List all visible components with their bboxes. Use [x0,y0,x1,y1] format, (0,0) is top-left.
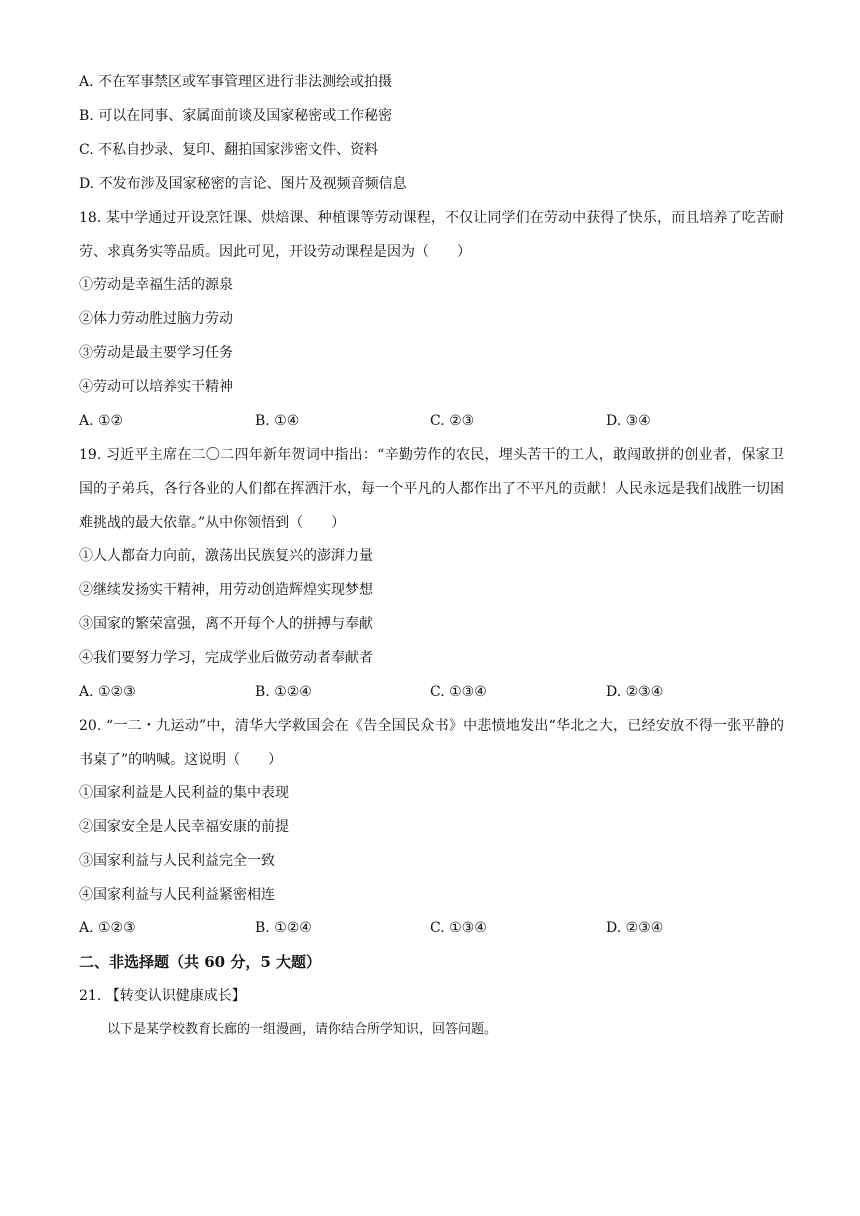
q18-option-d: D. ③④ [606,413,651,429]
q19-item-4: ④我们要努力学习，完成学业后做劳动者奉献者 [79,650,373,666]
q18-option-b: B. ①④ [255,413,300,429]
q20-item-4: ④国家利益与人民利益紧密相连 [79,887,275,903]
q19-item-3: ③国家的繁荣富强，离不开每个人的拼搏与奉献 [79,616,373,632]
q19-option-b: B. ①②④ [255,684,312,700]
q19-stem: 19. 习近平主席在二〇二四年新年贺词中指出：“辛勤劳作的农民，埋头苦干的工人，敢闯敢拼的创业者，保家卫国的子弟兵，各行各业的人们都在挥洒汗水，每一个平凡的人都作出了不平凡的贡献！人民永远是我们战胜一切困难挑战的最大依靠。”从中你领悟到（ ） [79,447,784,531]
q20-option-d: D. ②③④ [606,920,664,936]
q19-option-a: A. ①②③ [79,684,136,700]
q20-stem: 20. “一二・九运动”中，清华大学救国会在《告全国民众书》中悲愤地发出“华北之大，已经安放不得一张平静的书桌了”的呐喊。这说明（ ） [79,718,784,768]
q18-stem: 18. 某中学通过开设烹饪课、烘焙课、种植课等劳动课程，不仅让同学们在劳动中获得了快乐，而且培养了吃苦耐劳、求真务实等品质。因此可见，开设劳动课程是因为（ ） [79,210,784,260]
q17-option-a: A. 不在军事禁区或军事管理区进行非法测绘或拍摄 [79,74,393,90]
q21-title: 21. 【转变认识健康成长】 [79,988,246,1004]
q20-option-a: A. ①②③ [79,920,136,936]
q18-item-4: ④劳动可以培养实干精神 [79,379,233,395]
q19-item-1: ①人人都奋力向前，激荡出民族复兴的澎湃力量 [79,548,373,564]
section-heading: 二、非选择题（共 60 分，5 大题） [79,953,321,971]
q19-options [79,682,784,702]
q18-item-2: ②体力劳动胜过脑力劳动 [79,311,233,327]
q20-item-2: ②国家安全是人民幸福安康的前提 [79,819,289,835]
q17-option-b: B. 可以在同事、家属面前谈及国家秘密或工作秘密 [79,108,393,124]
q18-item-1: ①劳动是幸福生活的源泉 [79,277,233,293]
q18-options [79,411,784,431]
q19-option-c: C. ①③④ [430,684,487,700]
q21-intro: 以下是某学校教育长廊的一组漫画，请你结合所学知识，回答问题。 [107,1022,498,1037]
q20-item-1: ①国家利益是人民利益的集中表现 [79,785,289,801]
q19-option-d: D. ②③④ [606,684,664,700]
q18-item-3: ③劳动是最主要学习任务 [79,345,233,361]
q18-option-a: A. ①② [79,413,124,429]
q18-option-c: C. ②③ [430,413,475,429]
q20-options [79,918,784,938]
q17-option-c: C. 不私自抄录、复印、翻拍国家涉密文件、资料 [79,142,379,158]
q20-item-3: ③国家利益与人民利益完全一致 [79,853,275,869]
q20-option-b: B. ①②④ [255,920,312,936]
q20-option-c: C. ①③④ [430,920,487,936]
q17-option-d: D. 不发布涉及国家秘密的言论、图片及视频音频信息 [79,176,407,192]
q19-item-2: ②继续发扬实干精神，用劳动创造辉煌实现梦想 [79,582,373,598]
